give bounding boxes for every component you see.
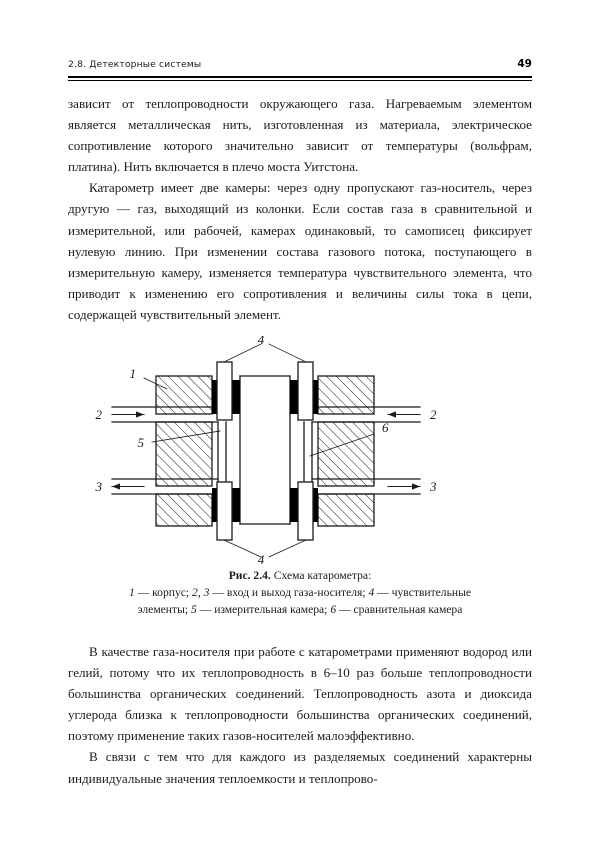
legend-num-6: 6 [330, 602, 337, 616]
body-text-bottom [68, 641, 532, 789]
caption-figure-label: Рис. 2.4. [228, 569, 271, 582]
legend-text-4: элементы; [137, 602, 191, 616]
housing-block-lower-left [156, 422, 212, 486]
figure-2-4 [68, 336, 532, 564]
callout-2-left: 2 [95, 407, 102, 422]
legend-num-2-3: 2, 3 [192, 586, 210, 600]
header-rule-thick [68, 76, 532, 78]
housing-block-upper-right [318, 376, 374, 414]
flow-arrow-outlet-left [112, 483, 144, 489]
housing-block-upper-left [156, 376, 212, 414]
callout-4-bottom: 4 [257, 552, 265, 564]
central-chamber [240, 376, 290, 524]
page-number: 49 [517, 58, 532, 70]
callout-5-measuring-chamber: 5 [137, 435, 144, 450]
paragraph: зависит от теплопроводности окружающего газа. Нагреваемым элементом является металлическая нить, изготовленная из материала, электрическое сопротивление которого значительно зависит от температуры (вольфрам, платина). Нить включается в плечо моста Уитстона. [68, 96, 532, 175]
paragraph: Катарометр имеет две камеры: через одну пропускают газ-носитель, через другую — газ, выходящий из колонки. Если состав газа в сравнительной и измерительной, или рабочей, камерах одинаковый, то самописец фиксирует нулевую линию. При изменении состава газового потока, поступающего в измерительную камеру, изменяется температура чувствительного элемента, что приводит к изменению его сопротивления и величины силы тока в цепи, содержащей чувствительный элемент. [68, 180, 532, 322]
legend-text-1: — корпус; [134, 586, 193, 600]
paragraph: В связи с тем что для каждого из разделяемых соединений характерны индивидуальные значения теплоемкости и теплопрово- [68, 749, 532, 786]
callout-2-right: 2 [430, 407, 437, 422]
caption-figure-title: Схема катарометра: [273, 569, 372, 582]
callout-3-left: 3 [95, 479, 102, 494]
flow-arrow-inlet-right [388, 411, 420, 417]
sensing-element-bars [217, 362, 313, 540]
legend-text-6: — сравнительная камера [336, 602, 463, 616]
figure-caption [68, 568, 532, 618]
flow-arrow-inlet-left [112, 411, 144, 417]
flow-arrow-outlet-right [388, 483, 420, 489]
body-text-top [68, 93, 532, 325]
legend-text-5: — измерительная камера; [196, 602, 331, 616]
caption-title-line [68, 568, 532, 584]
katharometer-diagram [68, 336, 532, 564]
header-rule-thin [68, 80, 532, 81]
caption-legend-line-2 [68, 602, 532, 618]
legend-num-1: 1 [128, 586, 135, 600]
legend-text-2: — вход и выход газа-носителя; [209, 586, 369, 600]
legend-text-3: — чувствительные [374, 586, 472, 600]
running-head [68, 58, 532, 70]
callout-1-housing: 1 [129, 366, 136, 381]
callout-4-top: 4 [257, 336, 265, 347]
housing-block-bottom-right [318, 494, 374, 526]
callout-6-comparison-chamber: 6 [382, 420, 389, 435]
legend-num-4: 4 [368, 586, 375, 600]
legend-num-5: 5 [191, 602, 197, 616]
housing-block-lower-right [318, 422, 374, 486]
housing-block-bottom-left [156, 494, 212, 526]
header-section-title: 2.8. Детекторные системы [68, 59, 202, 70]
paragraph: В качестве газа-носителя при работе с катарометрами применяют водород или гелий, потому что их теплопроводность в 6–10 раз больше теплопроводности большинства органических соединений. Теплопроводность азота и диоксида углерода близка к теплопроводности большинства органических соединений, поэтому применение таких газов-носителей малоэффективно. [68, 644, 532, 744]
caption-legend-line-1 [68, 585, 532, 601]
callout-3-right: 3 [430, 479, 437, 494]
